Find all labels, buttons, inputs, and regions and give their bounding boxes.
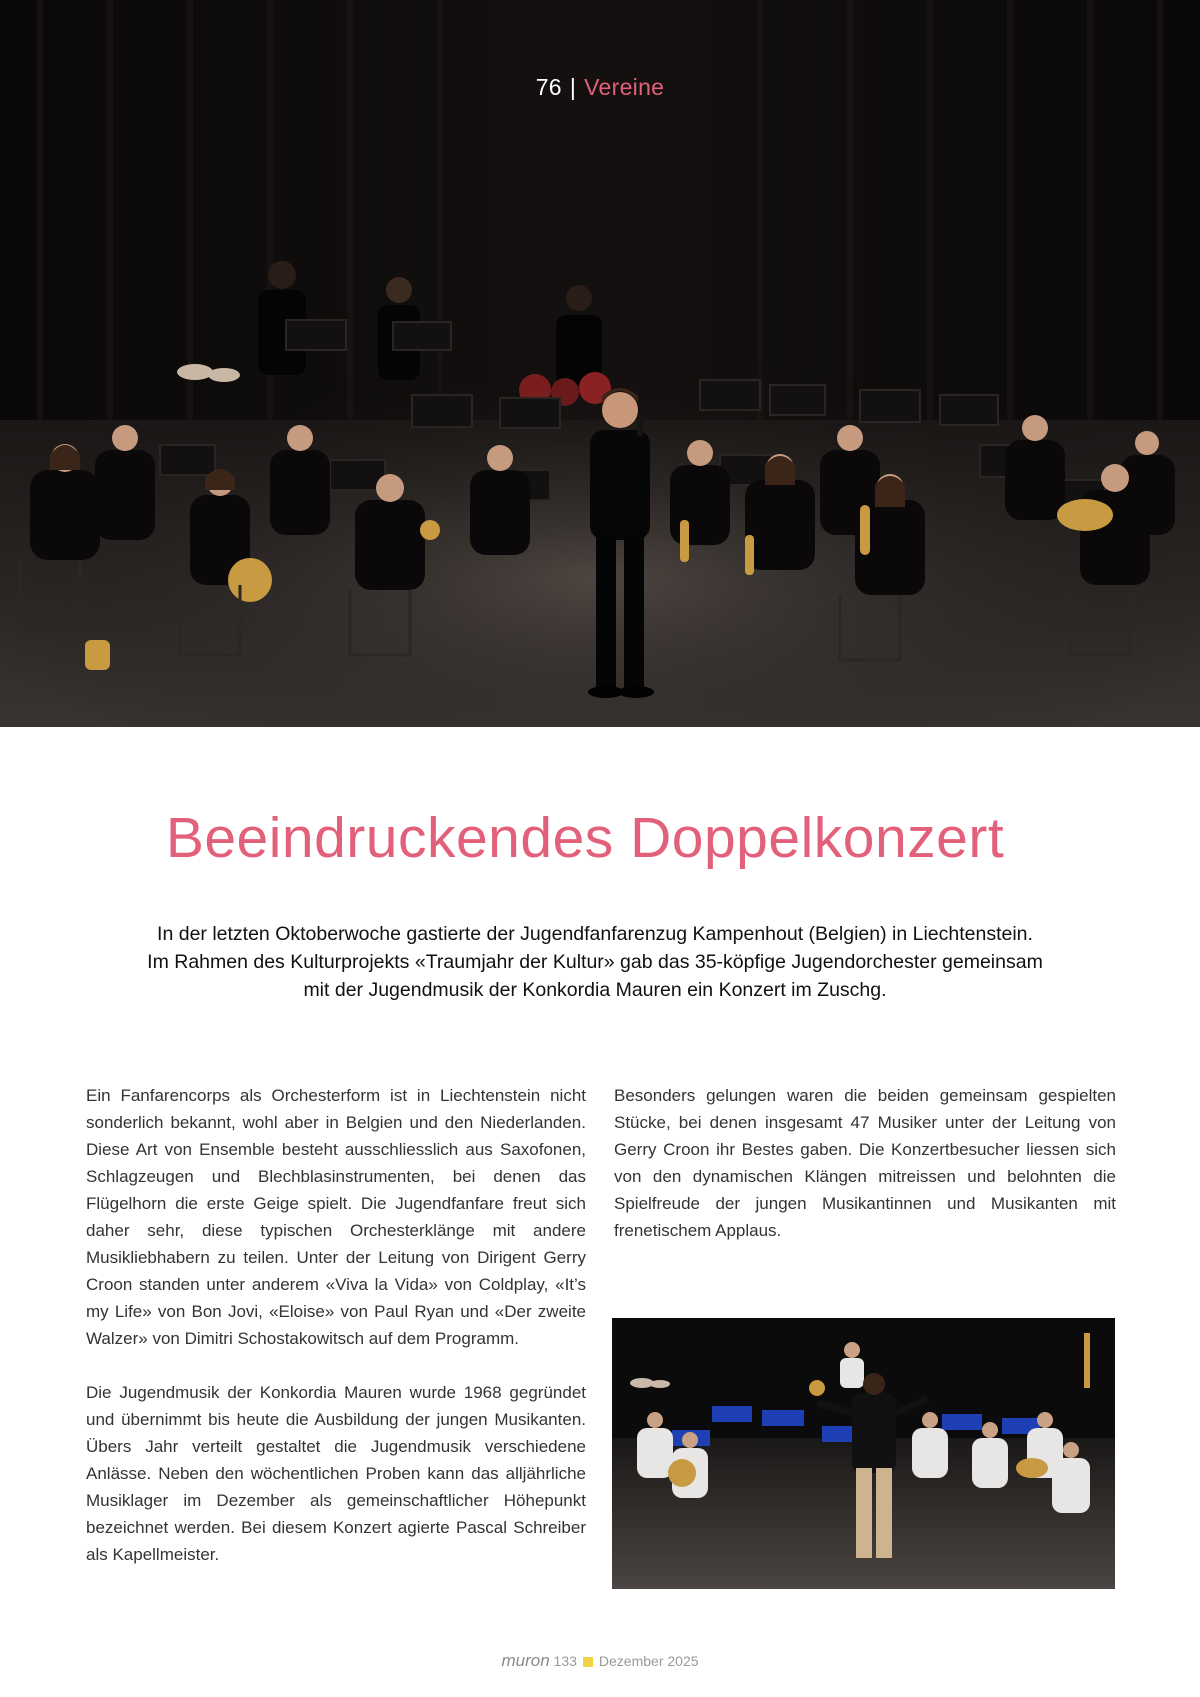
body-paragraph: Die Jugendmusik der Konkordia Mauren wurde 1968 gegründet und übernimmt bis heute die Ausbildung der jungen Musikanten. Übers Jahr verteilt gestaltet die Jugendmusik verschiedene Anlässe. Neben den wöchentlichen Proben kann das alljährliche Musiklager im Dezember als gemeinschaftlicher Höhepunkt bezeichnet werden. Bei diesem Konzert agierte Pascal Schreiber als Kapellmeister. [86,1383,586,1564]
yellow-square-icon [583,1657,593,1667]
body-column-left [86,1082,586,1595]
issue-number: 133 [553,1653,577,1669]
section-label: Vereine [584,74,665,100]
lead-line: Im Rahmen des Kulturprojekts «Traumjahr der Kultur» gab das 35-köpfige Jugendorchester gemeinsam [147,951,1043,973]
band-photo-illustration [612,1318,1115,1589]
orchestra-photo-illustration [0,0,1200,727]
issue-date: Dezember 2025 [598,1653,699,1669]
magazine-brand: muron [501,1651,550,1670]
body-column-right [614,1082,1116,1271]
body-paragraph: Ein Fanfarencorps als Orchesterform ist in Liechtenstein nicht sonderlich bekannt, wohl aber in Belgien und den Niederlanden. Diese Art von Ensemble besteht ausschliesslich aus Saxofonen, Schlagzeugen und Blechblasinstrumenten, bei denen das Flügelhorn die erste Geige spielt. Die Jugendfanfare freut sich daher sehr, diese typischen Orchesterklänge mit andere Musikliebhabern zu teilen. Unter der Leitung von Dirigent Gerry Croon standen unter anderem «Viva la Vida» von Coldplay, «It’s my Life» von Bon Jovi, «Eloise» von Paul Ryan und «Der zweite Walzer» von Dimitri Schostakowitsch auf dem Programm. [86,1086,586,1348]
page-header [0,74,1200,101]
second-photo [612,1318,1115,1589]
article-title: Beeindruckendes Doppelkonzert [165,806,1005,870]
lead-line: mit der Jugendmusik der Konkordia Mauren ein Konzert im Zuschg. [303,979,887,1001]
header-separator: | [569,74,577,100]
body-paragraph: Besonders gelungen waren die beiden gemeinsam gespielten Stücke, bei denen insgesamt 47 Musiker unter der Leitung von Gerry Croon ihr Bestes gaben. Die Konzertbesucher liessen sich von den dynamischen Klängen mitreissen und belohnten die Spielfreude der jungen Musikantinnen und Musikanten mit frenetischem Applaus. [614,1086,1116,1240]
lead-line: In der letzten Oktoberwoche gastierte der Jugendfanfarenzug Kampenhout (Belgien) in Liechtenstein. [157,923,1033,945]
hero-photo [0,0,1200,727]
page-footer [0,1651,1200,1671]
page-number: 76 [535,74,562,100]
article-lead [90,920,1100,1004]
